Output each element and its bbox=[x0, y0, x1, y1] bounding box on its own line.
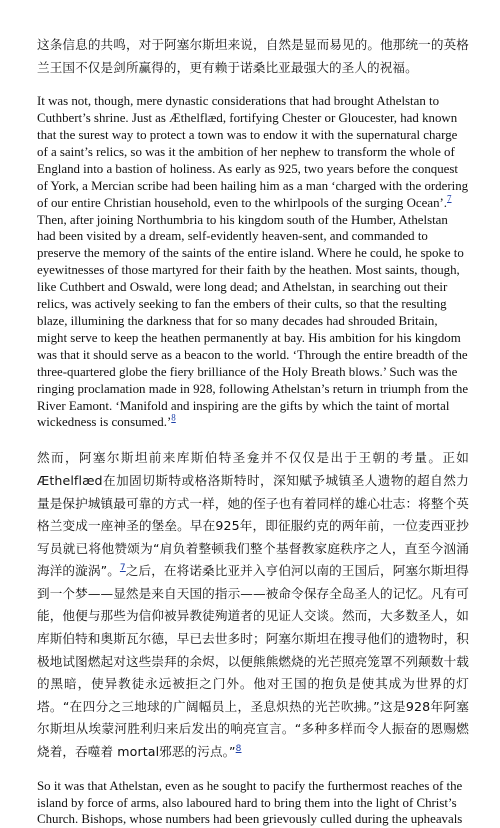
paragraph-text: Then, after joining Northumbria to his kingdom south of the Humber, Athelstan had been visited by a dream, self-evidently heaven-sent, and commanded to preserve the memory of the saints of the entire island. Where he could, he spoke to eyewitnesses of those martyred for their faith by the heathen. Most saints, though, like Cuthbert and Oswald, were long dead; and Athelstan, in searching out their relics, was actively seeking to fan the embers of their cults, so that the resulting blaze, illumining the darkness that for so many decades had shrouded Britain, might serve to keep the heathen permanently at bay. His ambition for his kingdom was that it should serve as a beacon to the world. ‘Through the entire breadth of the three-quartered globe the fiery brilliance of the Holy Breath blows.’ Such was the ringing proclamation made in 928, following Athelstan’s return in triumph from the River Eamont. ‘Manifold and inspiring are the gifts by which the taint of mortal wickedness is consumed.’ bbox=[37, 212, 469, 430]
paragraph-zh-1: 这条信息的共鸣，对于阿塞尔斯坦来说，自然是显而易见的。他那统一的英格兰王国不仅是剑所赢得的，更有赖于诺桑比亚最强大的圣人的祝福。 bbox=[37, 37, 469, 75]
footnote-link-7[interactable]: 7 bbox=[447, 193, 452, 204]
footnote-link-7[interactable]: 7 bbox=[119, 563, 126, 574]
footnote-link-8[interactable]: 8 bbox=[235, 743, 242, 754]
paragraph-en-1 bbox=[37, 93, 469, 431]
paragraph-zh-2 bbox=[37, 447, 469, 763]
footnote-link-8[interactable]: 8 bbox=[171, 413, 176, 424]
page-text bbox=[37, 34, 469, 828]
paragraph-text: It was not, though, mere dynastic considerations that had brought Athelstan to Cuthbert’s shrine. Just as Æthelflæd, fortifying Chester or Gloucester, had known that the surest way to protect a town was to endow it with the supernatural charge of a saint’s relics, so was it the ambition of her nephew to transform the whole of England into a bastion of holiness. As early as 925, two years before the conquest of York, a Mercian scribe had been hailing him as a man ‘charged with the ordering of our entire Christian household, even to the whirlpools of the surging Ocean’. bbox=[37, 94, 469, 210]
paragraph-text: 然而，阿塞尔斯坦前来库斯伯特圣龛并不仅仅是出于王朝的考量。正如Æthelflæd在加固切斯特或格洛斯特时，深知赋予城镇圣人遗物的超自然力量是保护城镇最可靠的方式一样，她的侄子也有着同样的雄心壮志：将整个英格兰变成一座神圣的堡垒。早在925年，即征服约克的两年前，一位麦西亚抄写员就已将他赞颂为“肩负着整顿我们整个基督教家庭秩序之人，直至今汹涌海洋的漩涡”。 bbox=[37, 450, 469, 579]
paragraph-en-2: So it was that Athelstan, even as he sought to pacify the furthermost reaches of the island by force of arms, also laboured hard to bring them into the light of Christ’s Church. Bishops, whose numbers had been grievously culled during the upheavals bbox=[37, 778, 463, 827]
paragraph-text: 之后，在将诺桑比亚并入亨伯河以南的王国后，阿塞尔斯坦得到一个梦——显然是来自天国的指示——被命令保存全岛圣人的记忆。凡有可能，他便与那些为信仰被异教徒殉道者的见证人交谈。然而，大多数圣人，如库斯伯特和奥斯瓦尔德，早已去世多时；阿塞尔斯坦在搜寻他们的遗物时，积极地试图燃起对这些崇拜的余烬，以便熊熊燃烧的光芒照亮笼罩不列颠数十载的黑暗，使异教徒永远被拒之门外。他对王国的抱负是使其成为世界的灯塔。“在四分之三地球的广阔幅员上，圣息炽热的光芒吹拂。”这是928年阿塞尔斯坦从埃蒙河胜利归来后发出的响亮宣言。“多种多样而令人振奋的恩赐燃烧着，吞噬着 mortal邪恶的污点。” bbox=[37, 563, 469, 760]
